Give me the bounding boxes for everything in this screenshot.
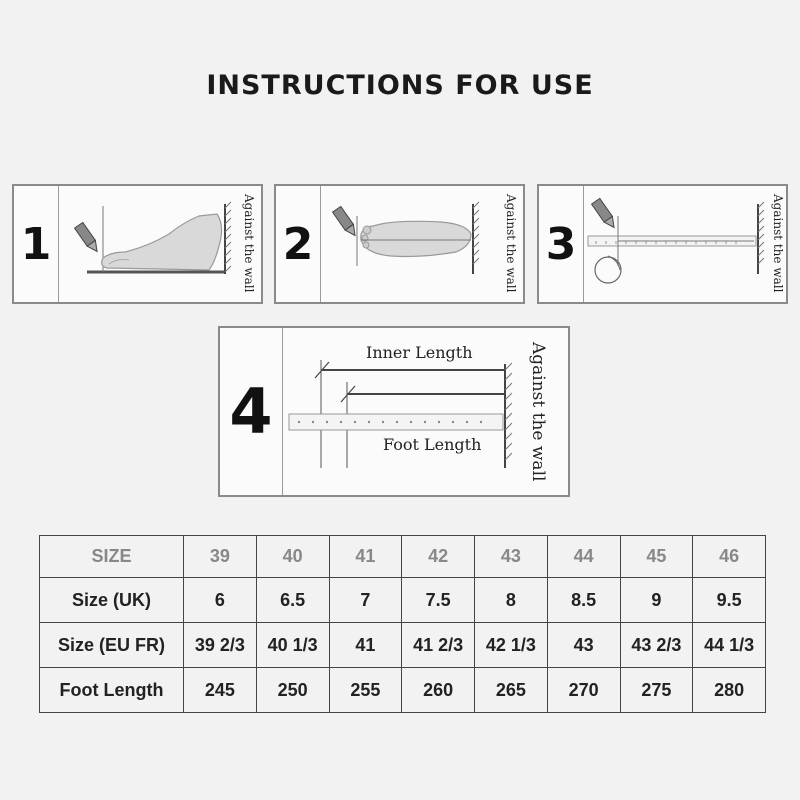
- step-1-illustration: [59, 186, 263, 302]
- wall-label: Against the wall: [504, 194, 518, 293]
- table-cell: 44 1/3: [693, 623, 766, 668]
- wall-label: Against the wall: [771, 194, 785, 293]
- header-cell: 42: [402, 536, 475, 578]
- header-cell: 41: [329, 536, 402, 578]
- step-3-illustration: [584, 186, 788, 302]
- table-cell: 260: [402, 668, 475, 713]
- table-cell: 250: [256, 668, 329, 713]
- header-cell: 44: [547, 536, 620, 578]
- header-cell: 43: [475, 536, 548, 578]
- header-cell: 40: [256, 536, 329, 578]
- step-2-panel: [274, 184, 525, 304]
- row-label: Size (EU FR): [40, 623, 184, 668]
- table-cell: 245: [184, 668, 257, 713]
- inner-length-label: Inner Length: [366, 343, 473, 362]
- step-3-panel: [537, 184, 788, 304]
- wall-label: Against the wall: [528, 342, 548, 482]
- step-4-panel: [218, 326, 570, 497]
- header-label: SIZE: [40, 536, 184, 578]
- table-row: [40, 668, 766, 713]
- table-cell: 39 2/3: [184, 623, 257, 668]
- step-number: 3: [539, 186, 584, 302]
- table-cell: 280: [693, 668, 766, 713]
- table-cell: 9.5: [693, 578, 766, 623]
- foot-length-label: Foot Length: [383, 435, 482, 454]
- table-cell: 265: [475, 668, 548, 713]
- header-cell: 46: [693, 536, 766, 578]
- table-row: [40, 623, 766, 668]
- table-cell: 275: [620, 668, 693, 713]
- size-chart-table: [39, 535, 766, 713]
- table-cell: 43 2/3: [620, 623, 693, 668]
- step-2-illustration: [321, 186, 525, 302]
- table-cell: 9: [620, 578, 693, 623]
- page-title: INSTRUCTIONS FOR USE: [206, 70, 594, 101]
- step-number: 2: [276, 186, 321, 302]
- table-cell: 42 1/3: [475, 623, 548, 668]
- table-cell: 270: [547, 668, 620, 713]
- step-number: 4: [220, 328, 283, 495]
- table-cell: 7: [329, 578, 402, 623]
- table-cell: 255: [329, 668, 402, 713]
- table-cell: 6: [184, 578, 257, 623]
- table-header-row: [40, 536, 766, 578]
- table-cell: 41 2/3: [402, 623, 475, 668]
- table-cell: 6.5: [256, 578, 329, 623]
- table-cell: 7.5: [402, 578, 475, 623]
- table-cell: 43: [547, 623, 620, 668]
- table-cell: 41: [329, 623, 402, 668]
- table-cell: 40 1/3: [256, 623, 329, 668]
- row-label: Size (UK): [40, 578, 184, 623]
- step-4-illustration: [283, 328, 568, 495]
- header-cell: 39: [184, 536, 257, 578]
- table-cell: 8.5: [547, 578, 620, 623]
- table-cell: 8: [475, 578, 548, 623]
- step-number: 1: [14, 186, 59, 302]
- wall-label: Against the wall: [242, 194, 256, 293]
- step-1-panel: [12, 184, 263, 304]
- row-label: Foot Length: [40, 668, 184, 713]
- header-cell: 45: [620, 536, 693, 578]
- table-row: [40, 578, 766, 623]
